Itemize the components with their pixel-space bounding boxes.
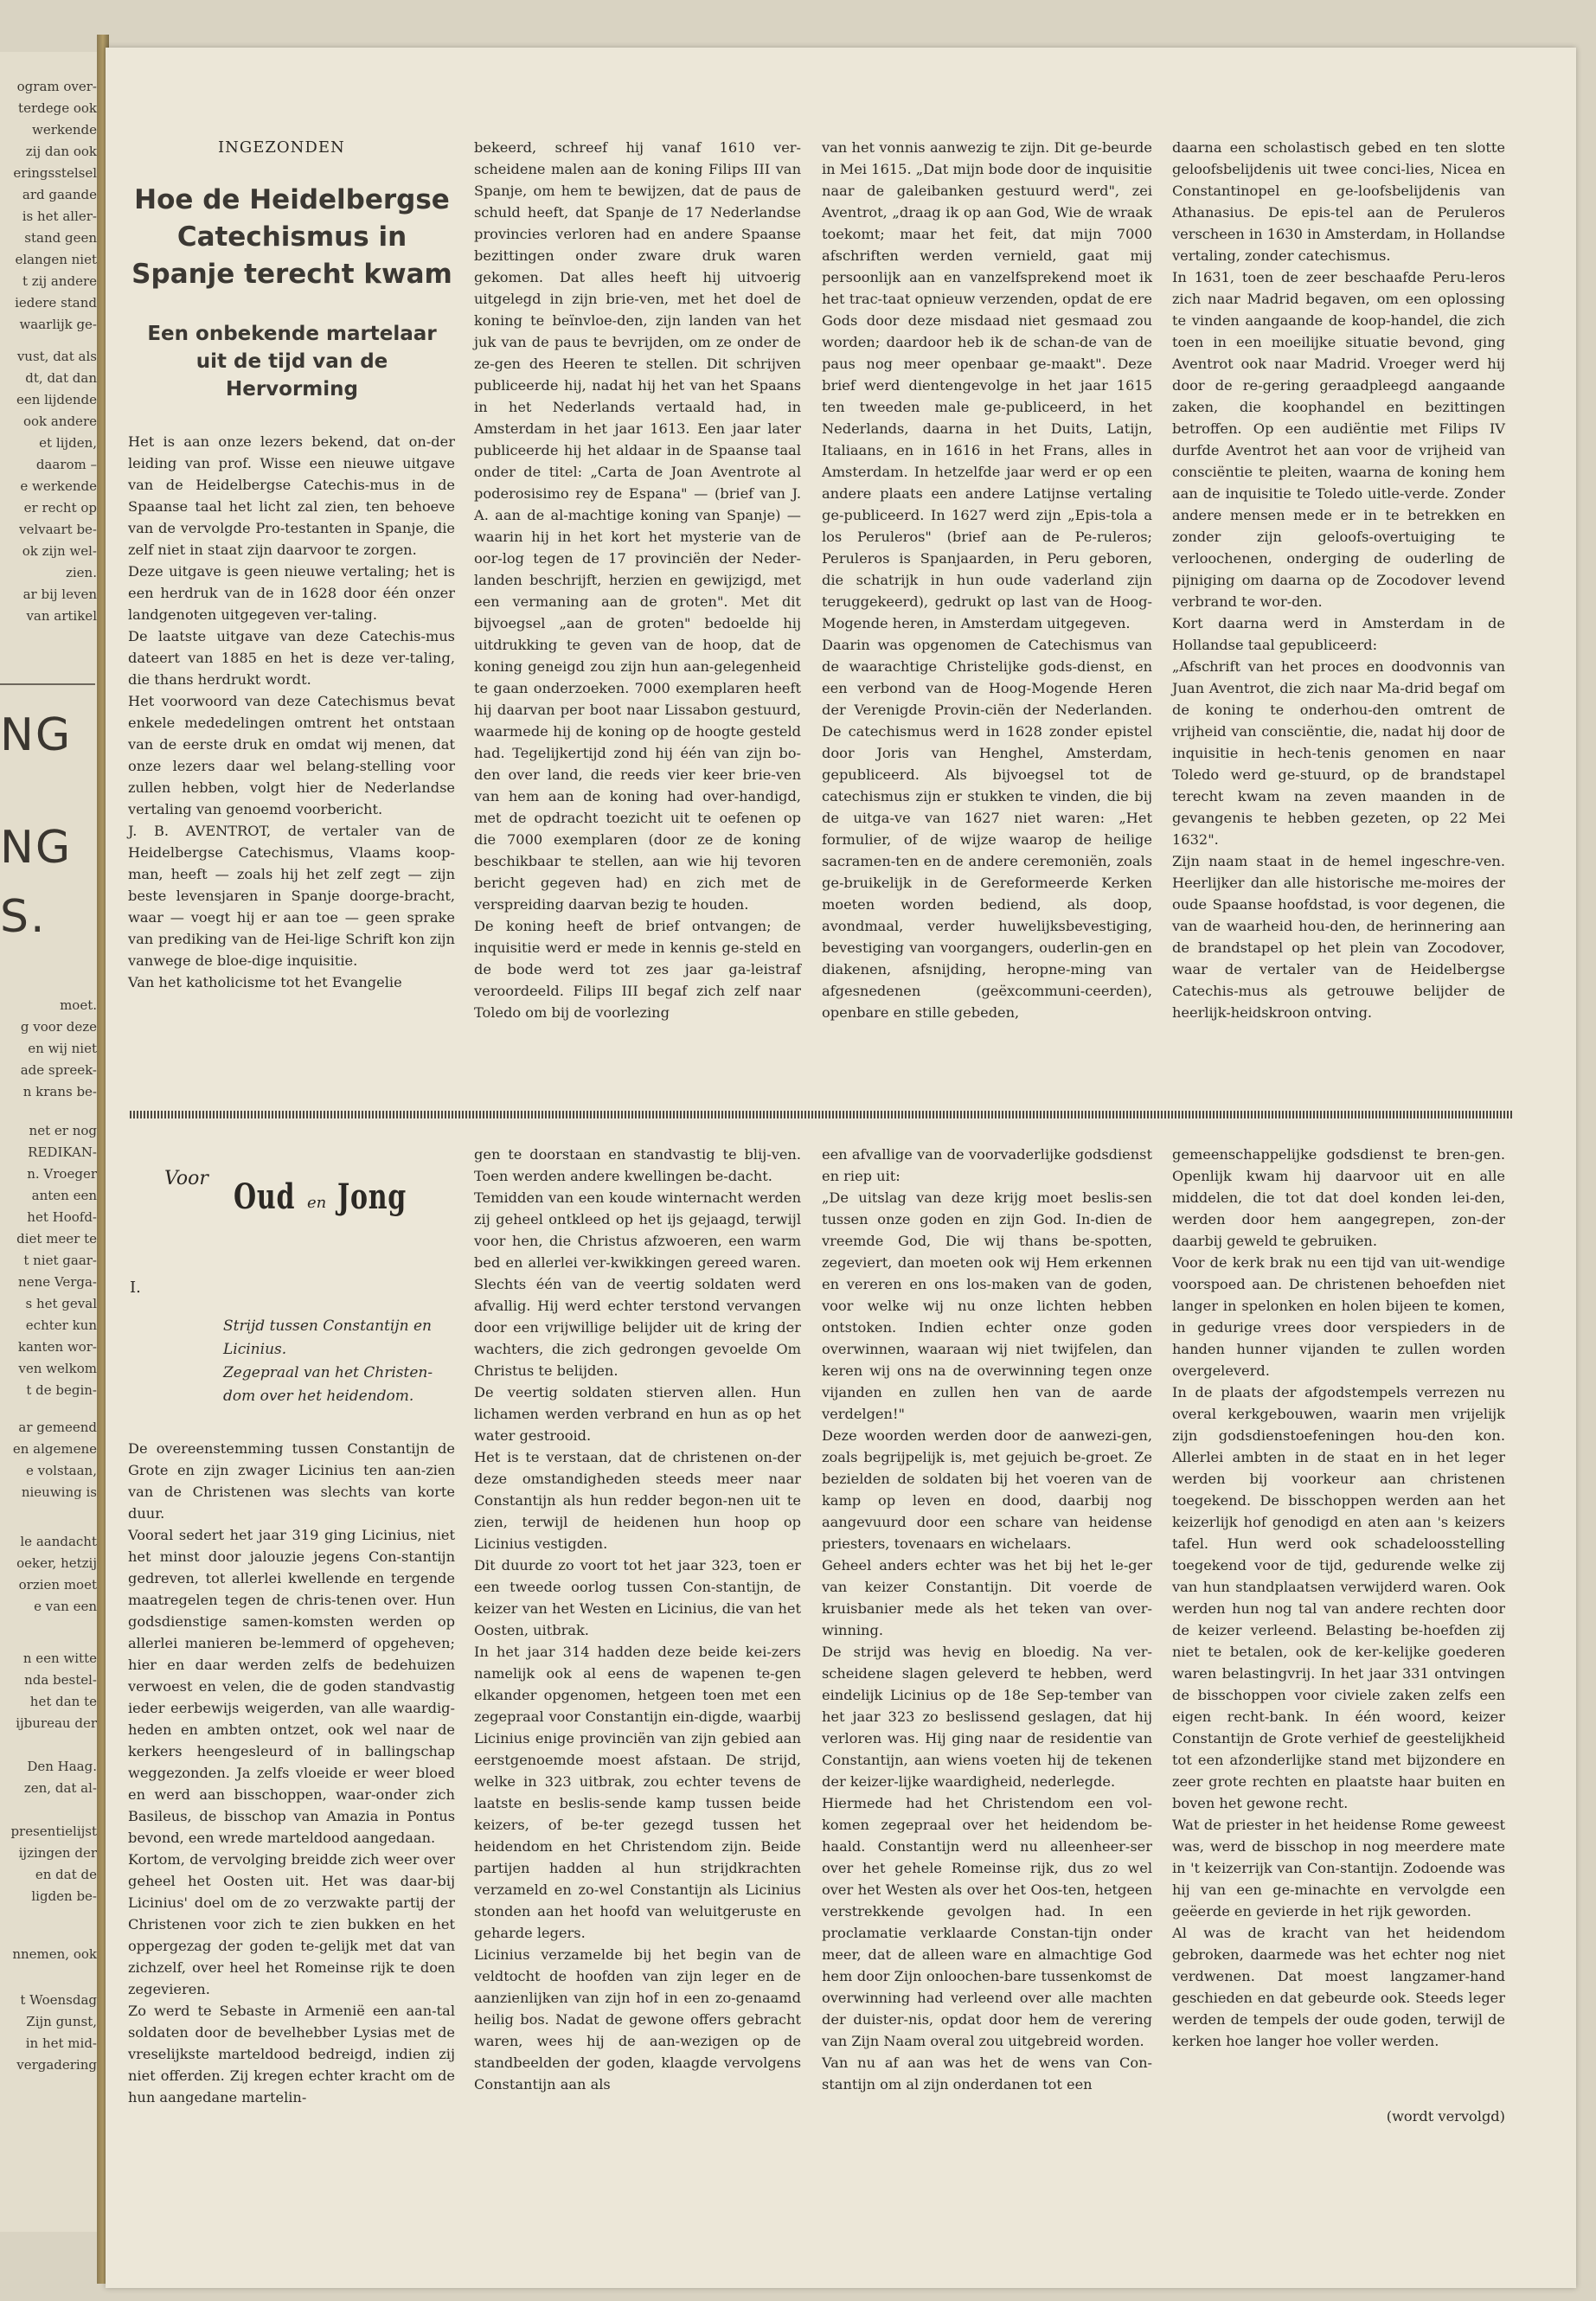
previous-page-text-fragment: n krans be- xyxy=(22,1084,97,1099)
previous-page-text-fragment: velvaart be- xyxy=(18,522,97,537)
previous-page-text-fragment: t zij andere xyxy=(22,273,97,289)
paragraph: bekeerd, schreef hij vanaf 1610 ver-scheidene malen aan de koning Filips III van Spanje, om hem te bewijzen, dat de paus de schuld heeft, dat Spanje de 17 Nederlandse provincies verloren had en andere Spaanse bezittingen onder zware druk waren gekomen. Dat alles heeft hij uitvoerig uitgelegd in zijn brie-ven, met het doel de koning te beïnvloe-den, zijn landen van het juk van de paus te bevrijden, om ze onder de ze-gen des Heeren te stellen. Dit schrijven publiceerde hij, nadat hij het van het Spaans in het Nederlands vertaald had, in Amsterdam in het jaar 1613. Een jaar later publiceerde hij het aldaar in de Spaanse taal onder de titel: „Carta de Joan Aventrote al poderosisimo rey de Espana" — (brief van J. A. aan de al-machtige koning van Spanje) — waarin hij in het kort het mysterie van de oor-log tegen de 17 provinciën der Neder-landen beschrijft, herzien en gewijzigd, met een vermaning aan de groten". Met dit bijvoegsel „aan de groten" bedoelde hij uitdrukking te geven van de hoop, dat de koning geneigd zou zijn hun aan-gelegenheid te gaan onderzoeken. 7000 exemplaren heeft hij daarvan per boot naar Lissabon gestuurd, waarmede hij de koning op de hoogte gesteld had. Tegelijkertijd zond hij één van zijn bo-den over land, die reeds vier keer brie-ven van hem aan de koning had over-handigd, met de opdracht toezicht uit te oefenen op die 7000 exemplaren (door ze de koning beschikbaar te stellen, aan wie hij tevoren bericht gegeven had) en zich met de verspreiding daarvan bezig te houden. xyxy=(474,139,801,913)
article2-column-2 xyxy=(474,1144,801,2095)
paragraph: „De uitslag van deze krijg moet beslis-sen tussen onze goden en zijn God. In-dien de vreemde God, Die wij thans be-spotten, zegeviert, dan moeten ook wij Hem erkennen en vereren en ons los-maken van de goden, voor welke wij nu onze lichten hebben ontstoken. Indien echter onze goden overwinnen, waaraan wij niet twijfelen, dan keren wij ons na de overwinning tegen onze vijanden en zullen hen van de aarde verdelgen!" xyxy=(822,1189,1152,1422)
paragraph: Temidden van een koude winternacht werden zij geheel ontkleed op het ijs gejaagd, terwijl voor hen, die Christus afzwoeren, een warm bed en allerlei ver-kwikkingen gereed waren. Slechts één van de veertig soldaten werd afvallig. Hij werd echter terstond vervangen door een vrijwillige belijder uit de kring der wachters, die zich gedrongen gevoelde Om Christus te belijden. xyxy=(474,1189,801,1379)
paragraph: J. B. AVENTROT, de vertaler van de Heidelbergse Catechismus, Vlaams koop-man, heeft — zoals hij het zelf zegt — zijn beste levensjaren in Spanje doorge-bracht, waar — voegt hij er aan toe — geen sprake van prediking van de Hei-lige Schrift kon zijn vanwege de bloe-dige inquisitie. xyxy=(128,823,455,969)
article1-column-1 xyxy=(128,431,455,993)
paragraph: daarna een scholastisch gebed en ten slotte geloofsbelijdenis uit twee conci-lies, Nicea en Constantinopel en ge-loofsbelijdenis van Athanasius. De epis-tel aan de Peruleros verscheen in 1630 in Amsterdam, in Hollandse vertaling, zonder catechismus. xyxy=(1172,139,1505,264)
paragraph: In 1631, toen de zeer beschaafde Peru-leros zich naar Madrid begaven, om een oplossing te vinden aangaande de koop-handel, die zich toen in een moeilijke situatie bevond, ging Aventrot ook naar Madrid. Vroeger werd hij door de re-gering geraadpleegd aangaande zaken, die koophandel en bezittingen betroffen. Op een audiëntie met Filips IV durfde Aventrot het aan voor de vrijheid van consciëntie te pleiten, waarna de koning hem aan de inquisitie te Toledo uitle-verde. Zonder andere mensen mede er in te betrekken en zonder zijn geloofs-overtuiging te verloochenen, onderging de ouderling de pijniging om daarna op de Zocodover levend verbrand te wor-den. xyxy=(1172,269,1505,610)
logo-jong: Jong xyxy=(337,1176,407,1217)
previous-page-text-fragment: een lijdende xyxy=(16,392,97,407)
paragraph: De overeenstemming tussen Constantijn de Grote en zijn zwager Licinius ten aan-zien van de Christenen was slechts van korte duur. xyxy=(128,1440,455,1522)
paragraph: De koning heeft de brief ontvangen; de inquisitie werd er mede in kennis ge-steld en de bode werd tot zes jaar ga-leistraf veroordeeld. Filips III begaf zich zelf naar Toledo om bij de voorlezing xyxy=(474,918,801,1021)
logo-oud: Oud xyxy=(234,1176,296,1217)
previous-page-text-fragment: er recht op xyxy=(23,500,97,516)
paragraph: Van het katholicisme tot het Evangelie xyxy=(128,974,402,990)
paragraph: De laatste uitgave van deze Catechis-mus dateert van 1885 en het is deze ver-taling, die thans herdrukt wordt. xyxy=(128,628,455,688)
previous-page-text-fragment: e van een xyxy=(34,1599,97,1614)
article-headline: Hoe de Heidelbergse Catechismus in Spanje terecht kwam xyxy=(131,184,452,290)
previous-page-text-fragment: in het mid- xyxy=(25,2035,97,2051)
previous-page-headline-fragment: S. xyxy=(0,891,47,943)
previous-page-text-fragment: s het geval xyxy=(25,1296,97,1311)
chapter-title-line-2: Zegepraal van het Christen-dom over het heidendom. xyxy=(223,1364,433,1405)
chapter-title-line-1: Strijd tussen Constantijn en Licinius. xyxy=(223,1317,432,1358)
previous-page-text-fragment: van artikel xyxy=(26,608,97,624)
previous-page-headline-fragment: NG xyxy=(0,709,73,761)
previous-page-text-fragment: et lijden, xyxy=(39,435,97,451)
paragraph: Wat de priester in het heidense Rome geweest was, werd de bisschop in nog meerdere mate in 't keizerrijk van Con-stantijn. Zodoende was hij van een ge-minachte en vervolgde een geëerde en gevierde in het rijk geworden. xyxy=(1172,1817,1505,1920)
paragraph: Geheel anders echter was het bij het le-ger van keizer Constantijn. Dit voerde de kruisbanier mede als het teken van over-winning. xyxy=(822,1557,1152,1638)
previous-page-text-fragment: Den Haag. xyxy=(27,1759,97,1774)
paragraph: De strijd was hevig en bloedig. Na ver-scheidene slagen geleverd te hebben, werd eindelijk Licinius op de 18e Sep-tember van het jaar 323 zo beslissend geslagen, dat hij verloren was. Hij ging naar de residentie van Constantijn, aan wiens voeten hij de tekenen der keizer-lijke waardigheid, nederlegde. xyxy=(822,1644,1152,1790)
paragraph: Licinius verzamelde bij het begin van de veldtocht de hoofden van zijn leger en de aanzienlijken van zijn hof in een zo-genaamd heilig bos. Nadat de gewone offers gebracht waren, wees hij de aan-wezigen op de standbeelden der goden, klaagde vervolgens Constantijn aan als xyxy=(474,1946,801,2093)
chapter-title xyxy=(223,1315,457,1408)
paragraph: In de plaats der afgodstempels verrezen nu overal kerkgebouwen, waarin men vrijelijk zijn godsdienstoefeningen hou-den kon. Allerlei ambten in de staat en in het leger werden bij voorkeur aan christenen toegekend. De bisschoppen werden aan het keizerlijk hof genodigd en aten aan 's keizers tafel. Hun werd ook schadeloosstelling toegekend voor de tijd, gedurende welke zij van hun standplaatsen verwijderd waren. Ook werden hun nog tal van andere rechten door de keizer verleend. Belasting be-hoefden zij niet te betalen, ook de ker-kelijke goederen waren belastingvrij. In het jaar 331 ontvingen de bisschoppen voor civiele zaken zelfs een eigen recht-bank. In één woord, keizer Constantijn de Grote verhief de geestelijkheid tot een afzonderlijke stand met bijzondere en zeer grote rechten en plaatste haar buiten en boven het gewone recht. xyxy=(1172,1384,1505,1811)
previous-page-text-fragment: diet meer te xyxy=(16,1231,97,1247)
previous-page-text-fragment: presentielijst xyxy=(10,1823,97,1839)
paragraph: „Afschrift van het proces en doodvonnis van Juan Aventrot, die zich naar Ma-drid begaf om de koning te onderhou-den omtrent de vrijheid van consciëntie, die, nadat hij door de inquisitie in hech-tenis genomen en naar Toledo werd ge-stuurd, op de brandstapel terecht kwam na zeven maanden in de gevangenis te hebben gezeten, op 22 Mei 1632". xyxy=(1172,658,1505,848)
continued-note xyxy=(1172,2106,1505,2127)
previous-page-text-fragment: daarom – xyxy=(35,457,97,472)
paragraph: gen te doorstaan en standvastig te blij-ven. Toen werden andere kwellingen be-dacht. xyxy=(474,1146,801,1184)
previous-page-text-fragment: ok zijn wel- xyxy=(22,543,97,559)
paragraph: Zo werd te Sebaste in Armenië een aan-tal soldaten door de bevelhebber Lysias met de vreselijkste marteldood bedreigd, indien zij niet offerden. Zij kregen echter kracht om de hun aangedane martelin- xyxy=(128,2003,455,2106)
chapter-numeral: I. xyxy=(130,1279,141,1297)
previous-page-text-fragment: ar bij leven xyxy=(22,586,97,602)
paragraph: Het is te verstaan, dat de christenen on-der deze omstandigheden steeds meer naar Constantijn als hun redder begon-nen uit te zien, terwijl de heidenen hun hoop op Licinius vestigden. xyxy=(474,1449,801,1552)
previous-page-text-fragment: e werkende xyxy=(20,478,97,494)
paragraph: Het voorwoord van deze Catechismus bevat enkele mededelingen omtrent het ontstaan van de eerste druk en omdat wij menen, dat onze lezers daar wel belang-stelling voor zullen hebben, volgt hier de Nederlandse vertaling van genoemd voorbericht. xyxy=(128,693,455,817)
paragraph: Dit duurde zo voort tot het jaar 323, toen er een tweede oorlog tussen Con-stantijn, de keizer van het Westen en Licinius, die van het Oosten, uitbrak. xyxy=(474,1557,801,1638)
previous-page-headline-fragment: NG xyxy=(0,822,73,874)
article1-column-2 xyxy=(474,137,801,1023)
article2-column-3 xyxy=(822,1144,1152,2095)
previous-page-text-fragment: zij dan ook xyxy=(25,144,97,159)
previous-page-text-fragment: nene Verga- xyxy=(18,1274,97,1290)
previous-page-text-fragment: dt, dat dan xyxy=(25,370,97,386)
paragraph: Kort daarna werd in Amsterdam in de Hollandse taal gepubliceerd: xyxy=(1172,615,1505,653)
previous-page-text-fragment: t niet gaar- xyxy=(23,1253,97,1268)
previous-page-text-fragment: het Hoofd- xyxy=(27,1209,97,1225)
previous-page-text-fragment: ade spreek- xyxy=(20,1062,97,1078)
previous-page-text-fragment: zen, dat al- xyxy=(23,1780,97,1796)
previous-page-text-fragment: e volstaan, xyxy=(26,1463,97,1478)
previous-page-rule xyxy=(0,683,95,685)
paragraph: De veertig soldaten stierven allen. Hun lichamen werden verbrand en hun as op het water gestrooid. xyxy=(474,1384,801,1444)
section-kicker: INGEZONDEN xyxy=(218,138,345,157)
article1-column-4 xyxy=(1172,137,1505,1023)
previous-page-text-fragment: oeker, hetzij xyxy=(16,1555,97,1571)
previous-page-text-fragment: kanten wor- xyxy=(17,1339,97,1355)
previous-page-text-fragment: het dan te xyxy=(29,1694,97,1709)
previous-page-text-fragment: ven welkom xyxy=(18,1361,97,1376)
paragraph: een afvallige van de voorvaderlijke godsdienst en riep uit: xyxy=(822,1146,1152,1184)
previous-page-text-fragment: echter kun xyxy=(25,1317,97,1333)
paragraph: Vooral sedert het jaar 319 ging Licinius, niet het minst door jalouzie jegens Con-stantijn gedreven, tot allerlei kwellende en tergende maatregelen tegen de chris-tenen over. Hun godsdienstige samen-komsten werden op allerlei manieren be-lemmerd of opgeheven; hier en daar werden zelfs de bedehuizen verwoest en velen, die de goden standvastig ieder eerbewijs weigerden, van alle waardig-heden en ambten ontzet, ook wel naar de kerkers heengesleurd of in ballingschap weggezonden. Ja zelfs vloeide er weer bloed en werd aan bisschoppen, waar-onder zich Basileus, de bisschop van Amazia in Pontus bevond, een wrede marteldood aangedaan. xyxy=(128,1527,455,1846)
previous-page-text-fragment: n een witte xyxy=(22,1650,97,1666)
previous-page-text-fragment: nnemen, ook xyxy=(12,1946,97,1962)
previous-page-text-fragment: le aandacht xyxy=(20,1534,97,1549)
previous-page-text-fragment: nieuwing is xyxy=(21,1484,97,1500)
previous-page-text-fragment: ar gemeend xyxy=(18,1420,97,1435)
previous-page-text-fragment: waarlijk ge- xyxy=(19,317,97,332)
paragraph: gemeenschappelijke godsdienst te bren-gen. Openlijk kwam hij daarvoor uit en alle middelen, die tot dat doel konden lei-den, werden door hem aangegrepen, zon-der daarbij geweld te gebruiken. xyxy=(1172,1146,1505,1249)
voor-oud-en-jong-logo xyxy=(164,1168,424,1228)
paragraph: Kortom, de vervolging breidde zich weer over geheel het Oosten uit. Het was daar-bij Licinius' doel om de zo verzwakte partij der Christenen voor zich te zien bukken en het oppergezag der goden te-gelijk met dat van zichzelf, over heel het Romeinse rijk te doen zegevieren. xyxy=(128,1851,455,1997)
previous-page-text-fragment: werkende xyxy=(32,122,97,138)
article2-column-4 xyxy=(1172,1144,1505,2052)
paragraph: Het is aan onze lezers bekend, dat on-der leiding van prof. Wisse een nieuwe uitgave van de Heidelbergse Catechis-mus in de Spaanse taal het licht zal zien, ten behoeve van de vervolgde Pro-testanten in Spanje, die zelf niet in staat zijn daarvoor te zorgen. xyxy=(128,433,455,558)
article-subheadline: Een onbekende martelaar uit de tijd van de Hervorming xyxy=(147,323,437,401)
paragraph: Zijn naam staat in de hemel ingeschre-ven. Heerlijker dan alle historische me-moires der oude Spaanse hoofdstad, is voor degenen, die van de waarheid hou-den, de herinnering aan de brandstapel op het plein van Zocodover, waar de vertaler van de Heidelbergse Catechis-mus als getrouwe belijder de heerlijk-heidskroon ontving. xyxy=(1172,853,1505,1021)
previous-page-text-fragment: ijbureau der xyxy=(16,1715,97,1731)
previous-page-text-fragment: ijzingen der xyxy=(18,1845,97,1861)
previous-page-text-fragment: g voor deze xyxy=(20,1019,97,1035)
previous-page-text-fragment: eringsstelsel xyxy=(13,165,97,181)
previous-page-text-fragment: elangen niet xyxy=(15,252,97,267)
logo-voor: Voor xyxy=(164,1168,208,1189)
previous-page-text-fragment: orzien moet xyxy=(18,1577,97,1593)
paragraph: Deze woorden werden door de aanwezi-gen, zoals begrijpelijk is, met gejuich be-groet. Ze bezielden de soldaten bij het voeren van de kamp op leven en dood, daarbij nog aangevuurd door een schare van heidense priesters, tovenaars en wichelaars. xyxy=(822,1427,1152,1552)
previous-page-text-fragment: n. Vroeger xyxy=(27,1166,97,1182)
paragraph: Voor de kerk brak nu een tijd van uit-wendige voorspoed aan. De christenen behoefden niet langer in spelonken en holen bijeen te komen, in gedurige vrees door verspieders in de handen hunner vijanden te zullen worden overgeleverd. xyxy=(1172,1254,1505,1379)
previous-page-text-fragment: nda bestel- xyxy=(24,1672,97,1688)
paragraph: Daarin was opgenomen de Catechismus van de waarachtige Christelijke gods-dienst, en een verbond van de Hoog-Mogende Heren der Verenigde Provin-ciën der Nederlanden. De catechismus werd in 1628 zonder epistel door Joris van Henghel, Amsterdam, gepubliceerd. Als bijvoegsel tot de catechismus zijn er stukken te vinden, die bij de uitga-ve van 1627 niet waren: „Het formulier, of de wijze waarop de heilige sacramen-ten en de andere ceremoniën, zoals ge-bruikelijk in de Gereformeerde Kerken moeten worden bediend, als doop, avondmaal, verder huwelijksbevestiging, bevestiging van voorgangers, ouderlin-gen en diakenen, afsnijding, heropne-ming van afgesnedenen (geëxcommuni-ceerden), openbare en stille gebeden, xyxy=(822,637,1152,1021)
paragraph: Hiermede had het Christendom een vol-komen zegepraal over het heidendom be-haald. Constantijn werd nu alleenheer-ser over het gehele Romeinse rijk, dus zo wel over het Westen als over het Oos-ten, hetgeen verstrekkende gevolgen had. In een proclamatie verklaarde Constan-tijn onder meer, dat de alleen ware en almachtige God hem door Zijn onloochen-bare tussenkomst de overwinning had verleend over alle machten der duister-nis, opdat door hem de verering van Zijn Naam overal zou uitgebreid worden. xyxy=(822,1795,1152,2049)
section-divider xyxy=(130,1111,1514,1118)
previous-page-text-fragment: net er nog xyxy=(29,1123,97,1138)
previous-page-text-fragment: stand geen xyxy=(24,230,97,246)
paragraph: In het jaar 314 hadden deze beide kei-zers namelijk ook al eens de wapenen te-gen elkander opgenomen, hetgeen toen met een zegepraal voor Constantijn ein-digde, waarbij Licinius enige provinciën van zijn gebied aan eerstgenoemde moest afstaan. De strijd, welke in 323 uitbrak, zou echter tevens de laatste en beslis-sende kamp tussen beide keizers, of be-ter gezegd tussen het heidendom en het Christendom zijn. Beide partijen hadden al hun strijdkrachten verzameld en zo-wel Constantijn als Licinius stonden aan het hoofd van weluitgeruste en geharde legers. xyxy=(474,1644,801,1941)
previous-page-text-fragment: vust, dat als xyxy=(16,349,97,364)
previous-page-text-fragment: anten een xyxy=(31,1188,97,1203)
previous-page-text-fragment: ook andere xyxy=(22,413,97,429)
previous-page-text-fragment: vergadering xyxy=(16,2057,97,2073)
previous-page-text-fragment: zien. xyxy=(65,565,97,580)
paragraph: Deze uitgave is geen nieuwe vertaling; het is een herdruk van de in 1628 door één onzer landgenoten uitgegeven ver-taling. xyxy=(128,563,455,623)
paragraph: Al was de kracht van het heidendom gebroken, daarmede was het echter nog niet verdwenen. Dat moest langzamer-hand geschieden en dat gebeurde ook. Steeds leger werden de tempels der oude goden, terwijl de kerken hoe langer hoe voller werden. xyxy=(1172,1925,1505,2049)
previous-page-text-fragment: ard gaande xyxy=(22,187,97,202)
previous-page-text-fragment: ogram over- xyxy=(16,79,97,94)
previous-page-text-fragment: iedere stand xyxy=(15,295,97,311)
previous-page-text-fragment: REDIKAN- xyxy=(28,1144,97,1160)
paragraph: Van nu af aan was het de wens van Con-stantijn om al zijn onderdanen tot een xyxy=(822,2054,1152,2093)
previous-page-text-fragment: en algemene xyxy=(12,1441,97,1457)
previous-page-text-fragment: t Woensdag xyxy=(20,1992,97,2008)
article2-column-1 xyxy=(128,1438,455,2108)
previous-page-text-fragment: terdege ook xyxy=(18,100,97,116)
paragraph: van het vonnis aanwezig te zijn. Dit ge-beurde in Mei 1615. „Dat mijn bode door de inquisitie naar de galeibanken gestuurd werd", zei Aventrot, „draag ik op aan God, Wie de wraak toekomt; maar het feit, dat mijn 7000 afschriften werden vernield, gaat mij persoonlijk aan en vanzelfsprekend moet ik het trac-taat opnieuw verzenden, opdat de ere Gods door deze misdaad niet gesmaad zou worden; daardoor heb ik de schan-de van de paus nog meer openbaar ge-maakt". Deze brief werd dientengevolge in het jaar 1615 ten tweeden male ge-publiceerd, in het Nederlands, daarna in het Duits, Latijn, Italiaans, en in 1616 in het Frans, alles in Amsterdam. In hetzelfde jaar werd er op een andere plaats een andere Latijnse vertaling ge-publiceerd. In 1627 werd zijn „Epis-tola a los Peruleros" (brief aan de Pe-ruleros; Peruleros is Spanjaarden, in Peru geboren, die schatrijk in hun oude vaderland zijn teruggekeerd), gedrukt op last van de Hoog-Mogende heren, in Amsterdam uitgegeven. xyxy=(822,139,1152,631)
article1-column-3 xyxy=(822,137,1152,1023)
previous-page-edge xyxy=(0,52,102,2232)
previous-page-text-fragment: is het aller- xyxy=(22,208,97,224)
previous-page-text-fragment: Zijn gunst, xyxy=(26,2014,97,2029)
previous-page-text-fragment: en dat de xyxy=(35,1867,97,1882)
previous-page-text-fragment: moet. xyxy=(60,997,97,1013)
continued-label: (wordt vervolgd) xyxy=(1386,2108,1505,2125)
logo-en: en xyxy=(307,1194,327,1212)
previous-page-text-fragment: t de begin- xyxy=(26,1382,97,1398)
previous-page-text-fragment: en wij niet xyxy=(28,1041,97,1056)
previous-page-text-fragment: ligden be- xyxy=(31,1888,97,1904)
